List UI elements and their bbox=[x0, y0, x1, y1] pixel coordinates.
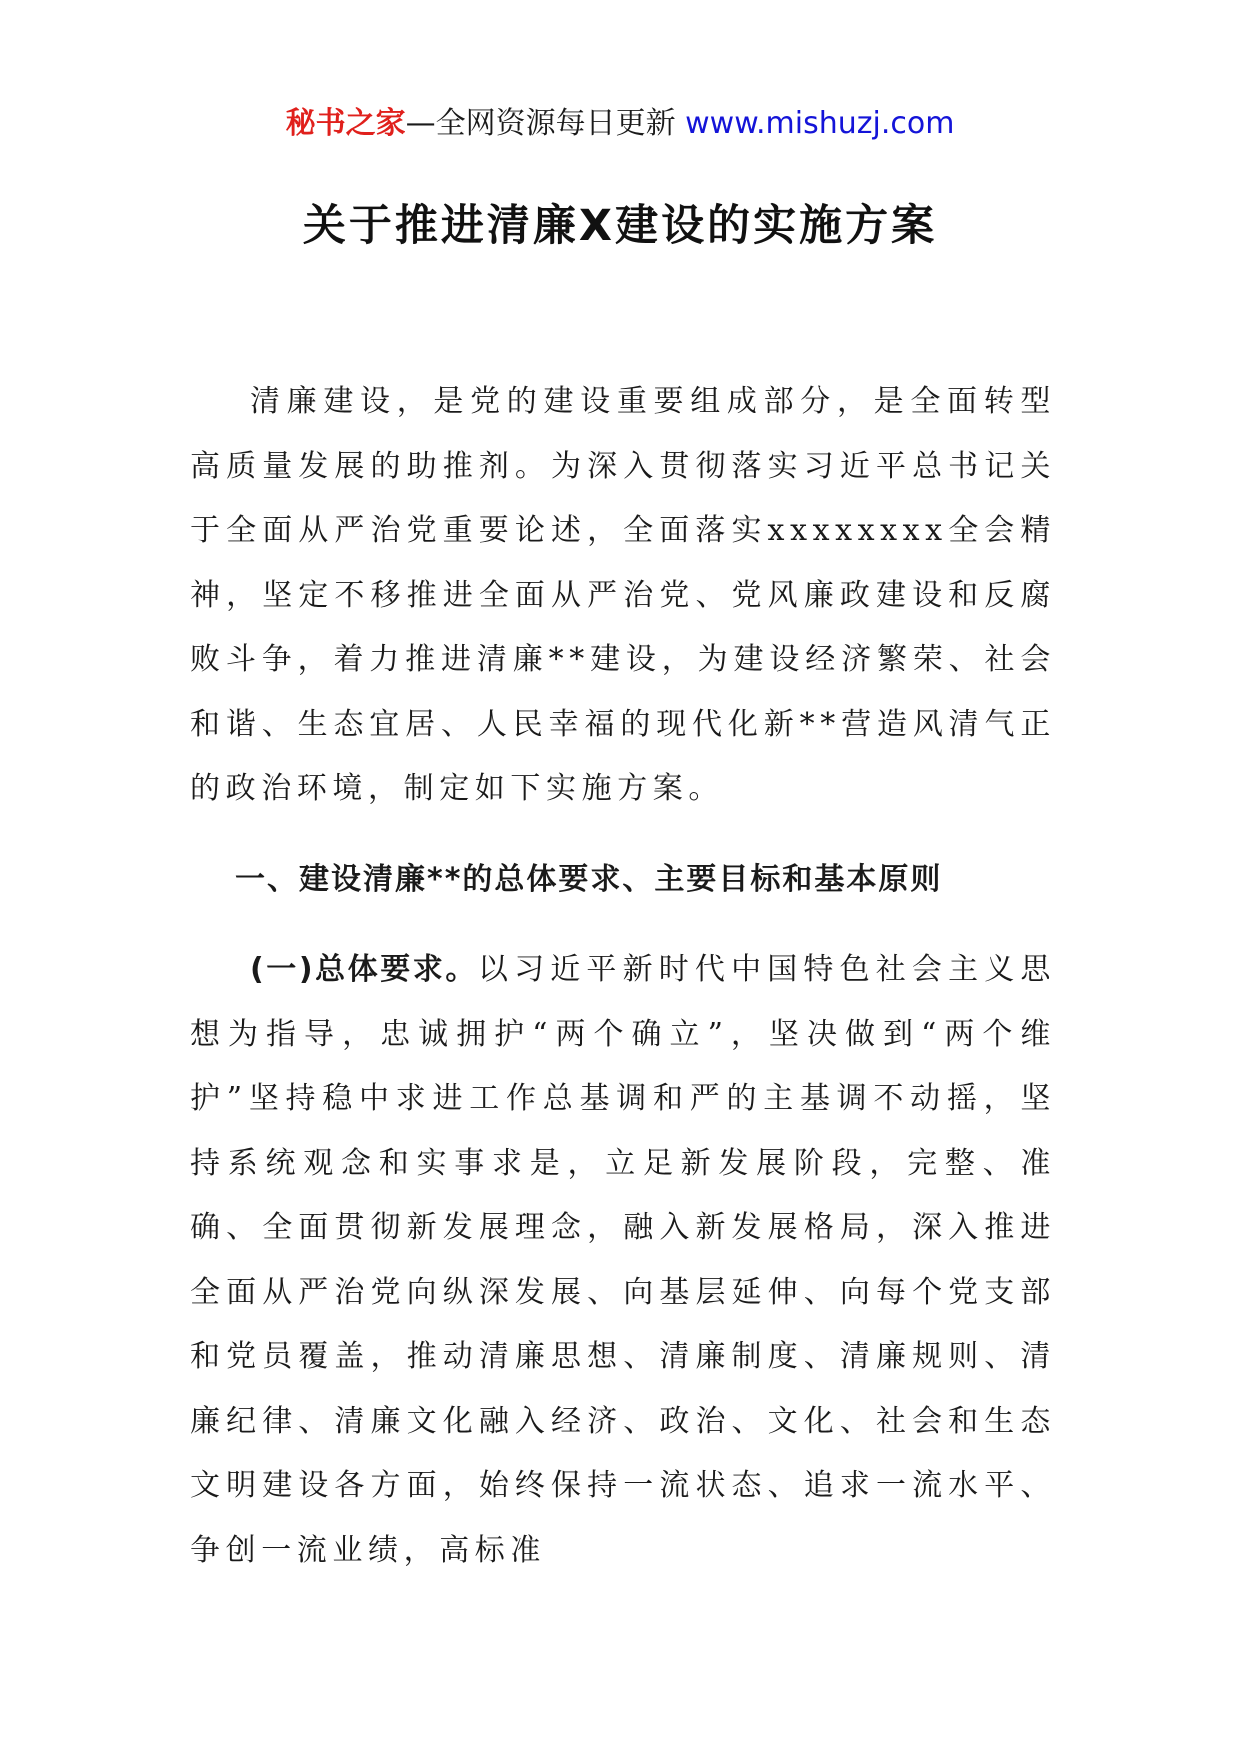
site-url-link[interactable]: www.mishuzj.com bbox=[685, 106, 955, 141]
subsection-lead-1: (一)总体要求。 bbox=[250, 952, 478, 987]
header-tagline: —全网资源每日更新 bbox=[405, 106, 676, 141]
site-header bbox=[0, 104, 1240, 144]
document-title: 关于推进清廉X建设的实施方案 bbox=[302, 201, 938, 251]
brand-name: 秘书之家 bbox=[285, 106, 406, 141]
section-heading-1: 一、建设清廉**的总体要求、主要目标和基本原则 bbox=[235, 861, 943, 897]
subsection-paragraph-1 bbox=[190, 938, 1056, 1583]
subsection-text-1: 以习近平新时代中国特色社会主义思想为指导，忠诚拥护“两个确立”，坚决做到“两个维护”坚持稳中求进工作总基调和严的主基调不动摇，坚持系统观念和实事求是，立足新发展阶段，完整、准确、全面贯彻新发展理念，融入新发展格局，深入推进全面从严治党向纵深发展、向基层延伸、向每个党支部和党员覆盖，推动清廉思想、清廉制度、清廉规则、清廉纪律、清廉文化融入经济、政治、文化、社会和生态文明建设各方面，始终保持一流状态、追求一流水平、争创一流业绩，高标准 bbox=[190, 952, 1056, 1568]
intro-paragraph: 清廉建设，是党的建设重要组成部分，是全面转型高质量发展的助推剂。为深入贯彻落实习近平总书记关于全面从严治党重要论述，全面落实xxxxxxxx全会精神，坚定不移推进全面从严治党、党风廉政建设和反腐败斗争，着力推进清廉**建设，为建设经济繁荣、社会和谐、生态宜居、人民幸福的现代化新**营造风清气正的政治环境，制定如下实施方案。 bbox=[190, 384, 1056, 806]
document-body bbox=[190, 370, 1056, 1583]
